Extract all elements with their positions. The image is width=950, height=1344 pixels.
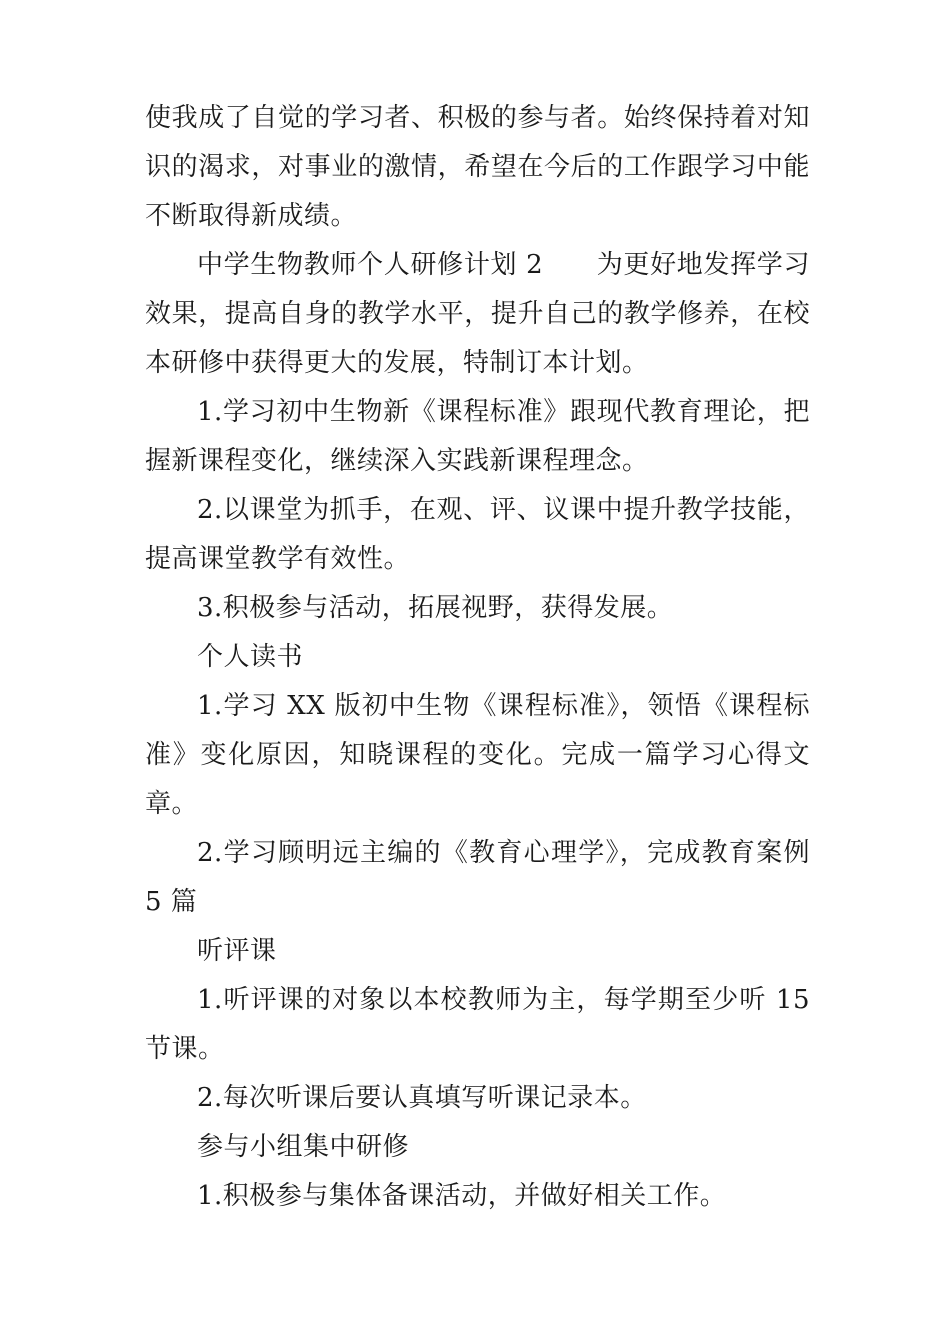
section-heading-lesson-review: 听评课	[197, 936, 277, 966]
paragraph-group-study-1: 1.积极参与集体备课活动，并做好相关工作。	[197, 1181, 727, 1211]
paragraph-intro-continuation: 使我成了自觉的学习者、积极的参与者。始终保持着对知识的渴求，对事业的激情，希望在今后的工作跟学习中能不断取得新成绩。	[145, 103, 810, 231]
paragraph-goal-2: 2.以课堂为抓手，在观、评、议课中提升教学技能，提高课堂教学有效性。	[145, 495, 810, 574]
section-heading-group-study: 参与小组集中研修	[197, 1132, 410, 1162]
paragraph-reading-2: 2.学习顾明远主编的《教育心理学》，完成教育案例 5 篇	[145, 838, 810, 917]
section-heading-reading: 个人读书	[197, 642, 304, 672]
paragraph-lesson-review-2: 2.每次听课后要认真填写听课记录本。	[197, 1083, 647, 1113]
paragraph-reading-1: 1.学习 XX 版初中生物《课程标准》，领悟《课程标准》变化原因，知晓课程的变化。完成一篇学习心得文章。	[145, 691, 810, 819]
paragraph-goal-1: 1.学习初中生物新《课程标准》跟现代教育理论，把握新课程变化，继续深入实践新课程理念。	[145, 397, 810, 476]
paragraph-goal-3: 3.积极参与活动，拓展视野，获得发展。	[197, 593, 674, 623]
paragraph-plan-title: 中学生物教师个人研修计划 2 为更好地发挥学习效果，提高自身的教学水平，提升自己的教学修养，在校本研修中获得更大的发展，特制订本计划。	[145, 250, 810, 378]
paragraph-lesson-review-1: 1.听评课的对象以本校教师为主，每学期至少听 15 节课。	[145, 985, 810, 1064]
document-body	[145, 94, 810, 1221]
